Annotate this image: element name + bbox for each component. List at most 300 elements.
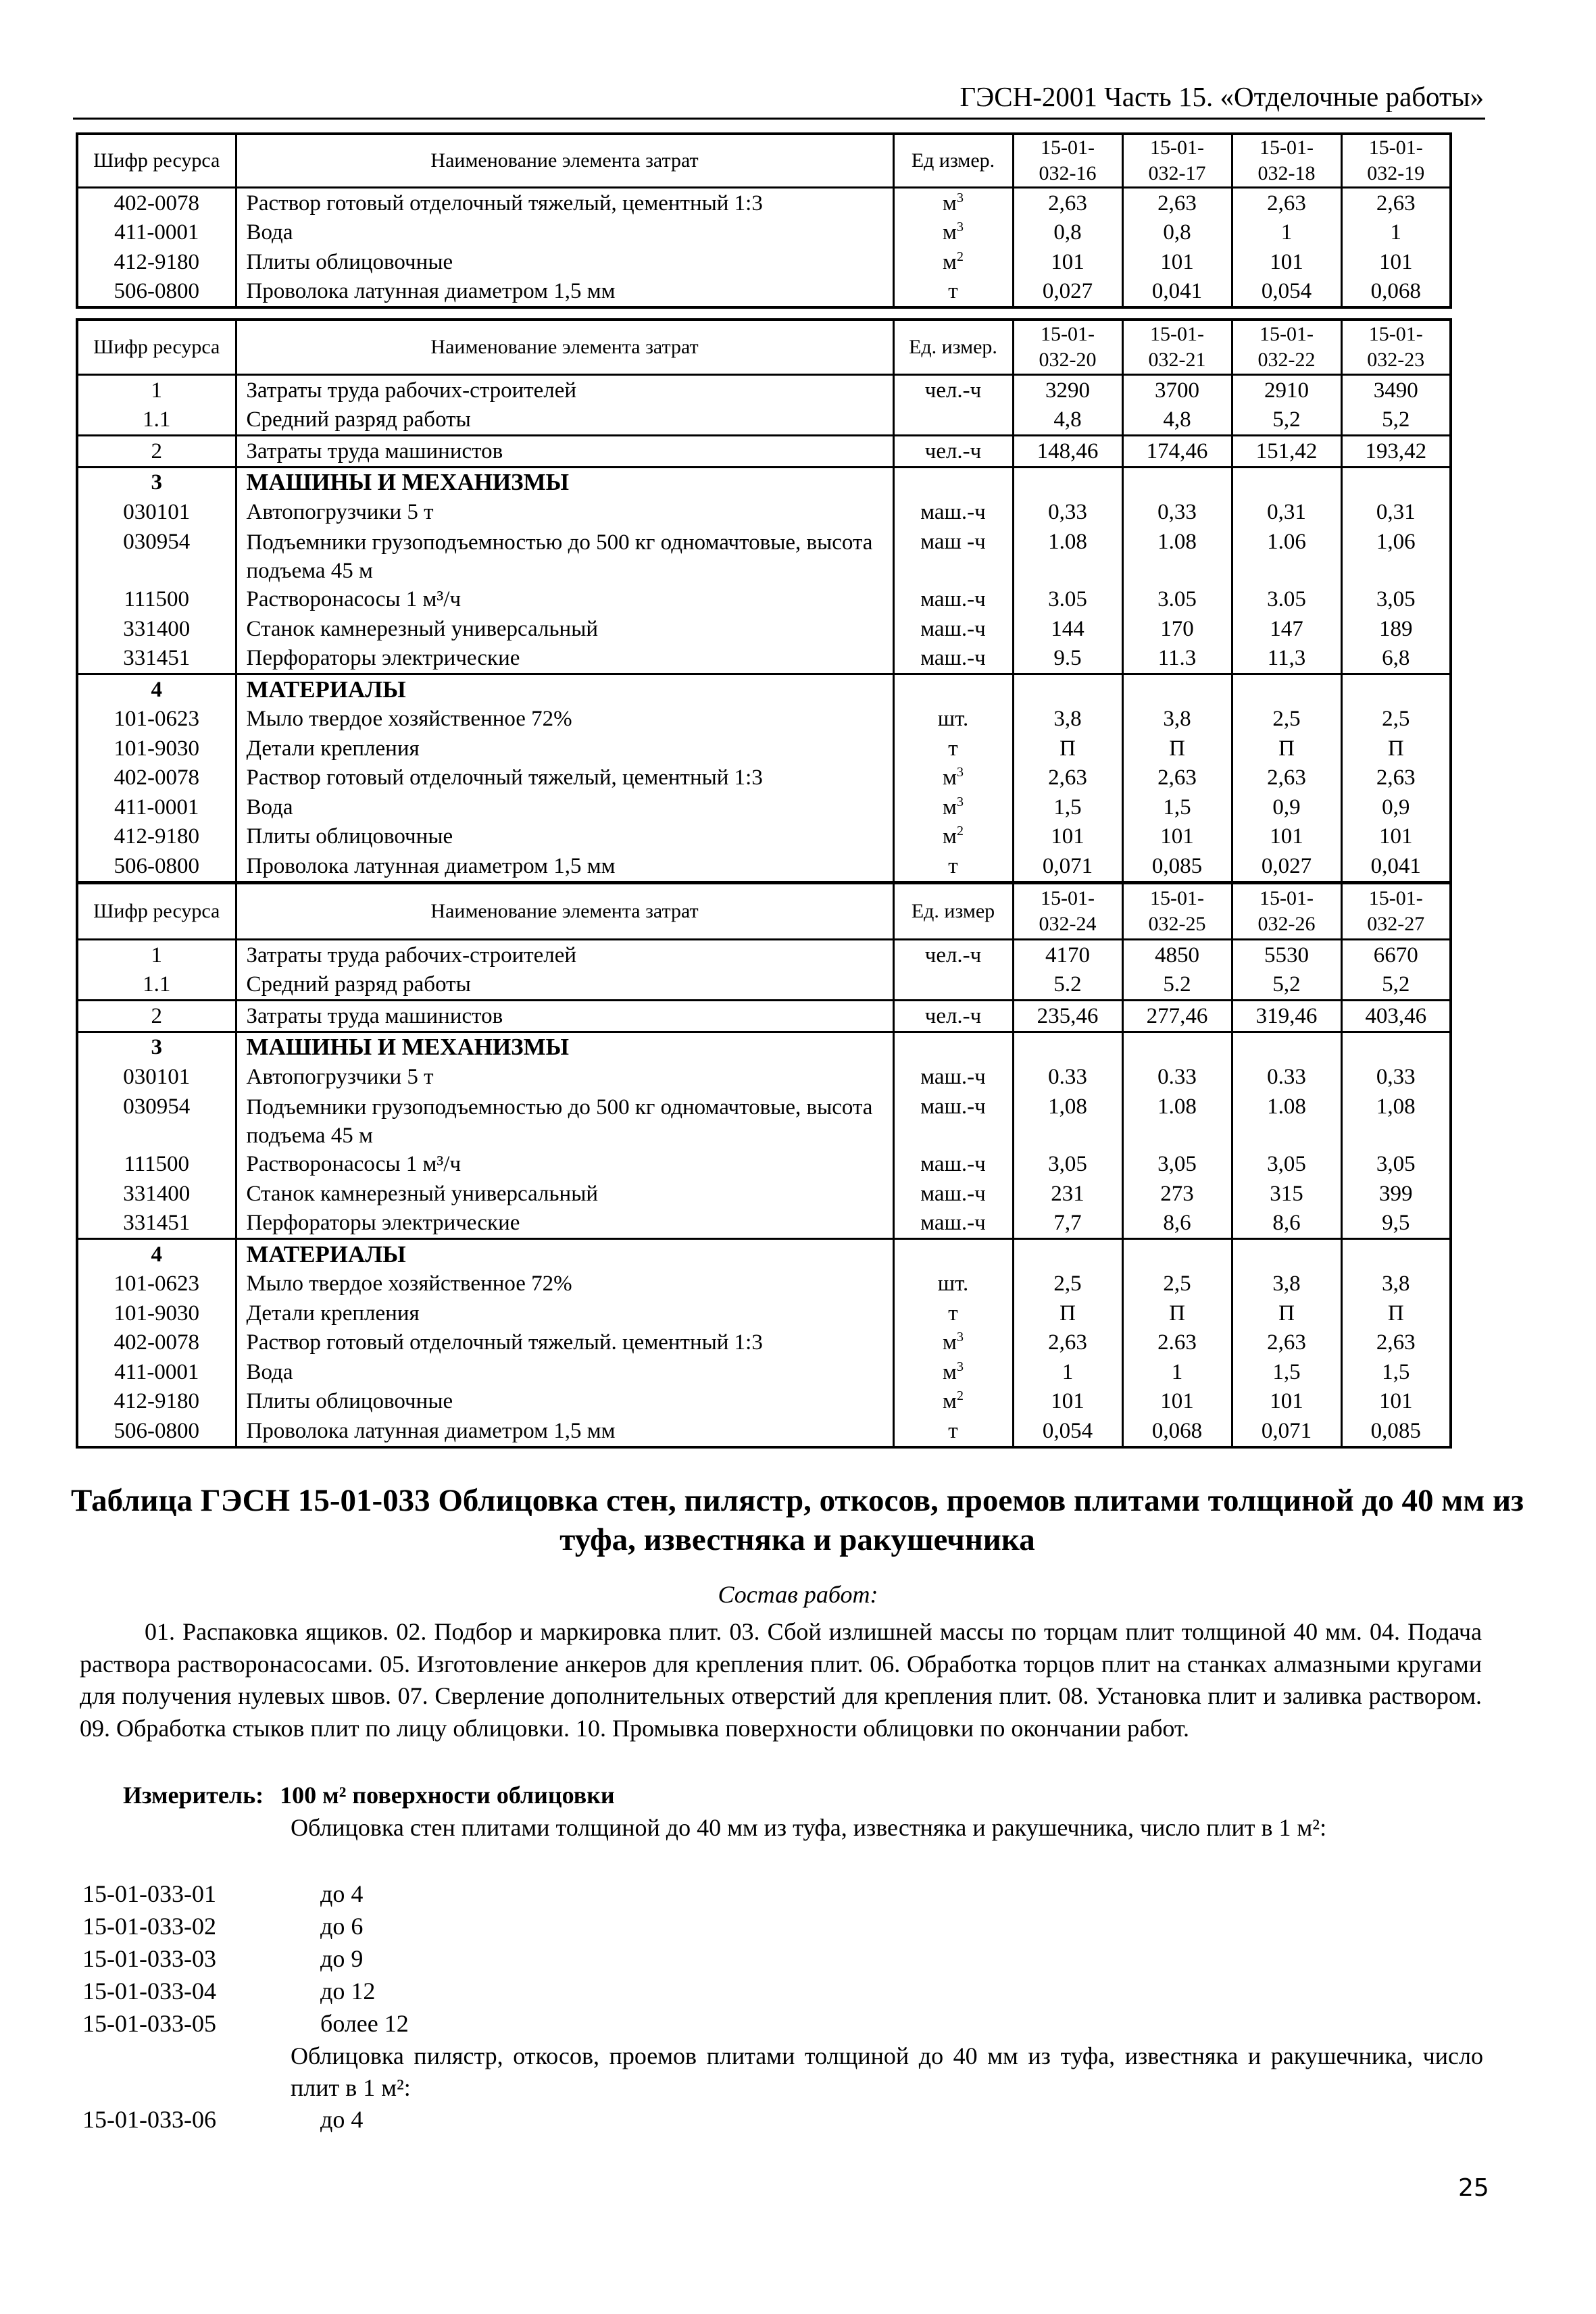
header-row bbox=[77, 134, 1451, 188]
norm-value: 1,5 bbox=[1341, 1357, 1451, 1387]
resource-code: 3 bbox=[77, 467, 236, 497]
norm-item bbox=[82, 1878, 363, 1910]
resource-code: 331451 bbox=[77, 644, 236, 674]
unit-cell bbox=[893, 467, 1013, 497]
norm-value: 0,068 bbox=[1122, 1416, 1232, 1447]
unit-cell bbox=[893, 614, 1013, 644]
table-row bbox=[77, 644, 1451, 674]
table-row bbox=[77, 1062, 1451, 1092]
norm-value: 101 bbox=[1341, 247, 1451, 277]
norm-value: 2,63 bbox=[1341, 1328, 1451, 1358]
unit-cell bbox=[893, 1001, 1013, 1032]
norm-value: 7,7 bbox=[1013, 1209, 1122, 1239]
norm-value: 101 bbox=[1232, 1387, 1341, 1417]
norm-value bbox=[1122, 1032, 1232, 1062]
norm-value: 399 bbox=[1341, 1179, 1451, 1209]
table-row bbox=[77, 436, 1451, 468]
norm-value: 1.06 bbox=[1232, 527, 1341, 585]
norm-code: 15-01-033-03 bbox=[82, 1945, 216, 1972]
norm-value: 0.33 bbox=[1232, 1062, 1341, 1092]
column-header-name: Наименование элемента затрат bbox=[236, 320, 893, 375]
norm-value: П bbox=[1232, 1299, 1341, 1328]
norm-value bbox=[1013, 674, 1122, 705]
norm-value: 101 bbox=[1232, 822, 1341, 852]
resource-name: Вода bbox=[236, 218, 893, 248]
norm-value: 2,63 bbox=[1013, 188, 1122, 218]
group2-description: Облицовка пилястр, откосов, проемов плитами толщиной до 40 мм из туфа, известняка и ракушечника, число плит в 1 м²: bbox=[291, 2042, 1483, 2101]
unit-exponent: 2 bbox=[956, 824, 964, 839]
column-header-norm-code: 15-01- 032-24 bbox=[1013, 883, 1122, 940]
norm-value: 101 bbox=[1341, 1387, 1451, 1417]
unit: м bbox=[943, 1359, 957, 1384]
table-row bbox=[77, 1092, 1451, 1150]
unit: т bbox=[948, 279, 958, 304]
unit-cell bbox=[893, 1357, 1013, 1387]
unit: шт. bbox=[937, 1272, 969, 1297]
norm-value: 5,2 bbox=[1341, 970, 1451, 1001]
unit: чел.-ч bbox=[924, 942, 982, 967]
table-row bbox=[77, 793, 1451, 822]
unit-cell bbox=[893, 674, 1013, 705]
norm-value: 174,46 bbox=[1122, 436, 1232, 468]
norm-value: 2,5 bbox=[1013, 1269, 1122, 1299]
norm-value: 0,071 bbox=[1013, 851, 1122, 882]
unit: м bbox=[943, 824, 957, 849]
resource-name: Затраты труда рабочих-строителей bbox=[236, 375, 893, 405]
norm-value: 0,9 bbox=[1341, 793, 1451, 822]
norm-value: 0,085 bbox=[1341, 1416, 1451, 1447]
column-header-norm-code: 15-01- 032-17 bbox=[1122, 134, 1232, 188]
resource-code: 2 bbox=[77, 436, 236, 468]
resource-name: Затраты труда машинистов bbox=[236, 436, 893, 468]
unit: чел.-ч bbox=[924, 378, 982, 403]
norm-value: 1,08 bbox=[1341, 1092, 1451, 1150]
norm-value bbox=[1341, 1239, 1451, 1269]
resource-code: 030954 bbox=[77, 1092, 236, 1150]
norm-value bbox=[1232, 1239, 1341, 1269]
table-row bbox=[77, 1299, 1451, 1328]
resource-name: Проволока латунная диаметром 1,5 мм bbox=[236, 851, 893, 882]
norm-value: 0.33 bbox=[1122, 1062, 1232, 1092]
norm-value: 2,63 bbox=[1013, 1328, 1122, 1358]
norm-value: 0,9 bbox=[1232, 793, 1341, 822]
norm-value: 11.3 bbox=[1122, 644, 1232, 674]
unit-cell bbox=[893, 1032, 1013, 1062]
norm-value: 151,42 bbox=[1232, 436, 1341, 468]
resource-name: МАТЕРИАЛЫ bbox=[236, 674, 893, 705]
norm-item bbox=[82, 2104, 363, 2136]
resource-name: Растворонасосы 1 м³/ч bbox=[236, 1150, 893, 1180]
norm-value: 2,63 bbox=[1232, 188, 1341, 218]
unit-cell bbox=[893, 644, 1013, 674]
norm-text: до 9 bbox=[320, 1945, 364, 1972]
resource-name: Детали крепления bbox=[236, 734, 893, 763]
unit-exponent: 3 bbox=[956, 1330, 964, 1345]
unit-cell bbox=[893, 405, 1013, 436]
resource-name: МАШИНЫ И МЕХАНИЗМЫ bbox=[236, 1032, 893, 1062]
resource-code: 1.1 bbox=[77, 405, 236, 436]
unit-cell bbox=[893, 218, 1013, 248]
header-row bbox=[77, 320, 1451, 375]
resource-name: Мыло твердое хозяйственное 72% bbox=[236, 1269, 893, 1299]
resource-table-2 bbox=[76, 318, 1452, 884]
norm-value: 1,5 bbox=[1232, 1357, 1341, 1387]
column-header-name: Наименование элемента затрат bbox=[236, 134, 893, 188]
works-label: Состав работ: bbox=[718, 1581, 878, 1608]
norm-value: 189 bbox=[1341, 614, 1451, 644]
norm-text: до 4 bbox=[320, 1880, 364, 1907]
unit-cell bbox=[893, 1269, 1013, 1299]
norm-value: 319,46 bbox=[1232, 1001, 1341, 1032]
norm-value: 170 bbox=[1122, 614, 1232, 644]
norm-value bbox=[1232, 1032, 1341, 1062]
resource-code: 506-0800 bbox=[77, 277, 236, 308]
unit-exponent: 3 bbox=[956, 220, 964, 235]
norm-value: 2,63 bbox=[1232, 1328, 1341, 1358]
norm-value: 0,33 bbox=[1013, 497, 1122, 527]
resource-code: 412-9180 bbox=[77, 822, 236, 852]
norm-value bbox=[1341, 467, 1451, 497]
resource-code: 402-0078 bbox=[77, 763, 236, 793]
resource-code: 3 bbox=[77, 1032, 236, 1062]
table-row bbox=[77, 375, 1451, 405]
resource-name: Автопогрузчики 5 т bbox=[236, 1062, 893, 1092]
resource-name: Детали крепления bbox=[236, 1299, 893, 1328]
column-header-norm-code: 15-01- 032-22 bbox=[1232, 320, 1341, 375]
norm-code: 15-01-033-06 bbox=[82, 2106, 216, 2133]
norm-value: 403,46 bbox=[1341, 1001, 1451, 1032]
norm-value: 9.5 bbox=[1013, 644, 1122, 674]
norm-value: 1 bbox=[1341, 218, 1451, 248]
unit-cell bbox=[893, 940, 1013, 970]
norm-value: 0.33 bbox=[1013, 1062, 1122, 1092]
norm-value: 1.08 bbox=[1232, 1092, 1341, 1150]
norm-value bbox=[1122, 674, 1232, 705]
norm-value: 2,63 bbox=[1341, 188, 1451, 218]
norm-value: 2,63 bbox=[1013, 763, 1122, 793]
column-header-unit: Ед измер. bbox=[893, 134, 1013, 188]
unit-exponent: 3 bbox=[956, 190, 964, 205]
unit-cell bbox=[893, 188, 1013, 218]
unit: маш.-ч bbox=[920, 1064, 986, 1089]
table-row bbox=[77, 970, 1451, 1001]
resource-name: Плиты облицовочные bbox=[236, 247, 893, 277]
unit-cell bbox=[893, 822, 1013, 852]
norm-value bbox=[1122, 1239, 1232, 1269]
norm-value: 5,2 bbox=[1232, 970, 1341, 1001]
resource-code: 111500 bbox=[77, 585, 236, 615]
resource-code: 402-0078 bbox=[77, 188, 236, 218]
norm-value: 101 bbox=[1122, 247, 1232, 277]
norm-value: 4170 bbox=[1013, 940, 1122, 970]
column-header-norm-code: 15-01- 032-23 bbox=[1341, 320, 1451, 375]
norm-value: 5530 bbox=[1232, 940, 1341, 970]
resource-code: 101-0623 bbox=[77, 705, 236, 734]
norm-value: 1.08 bbox=[1122, 1092, 1232, 1150]
table-row bbox=[77, 1328, 1451, 1358]
norm-value: 144 bbox=[1013, 614, 1122, 644]
norm-value: П bbox=[1341, 1299, 1451, 1328]
norm-value: 3.05 bbox=[1013, 585, 1122, 615]
norm-value: 6670 bbox=[1341, 940, 1451, 970]
header-row bbox=[77, 883, 1451, 940]
norm-value: 3.05 bbox=[1232, 585, 1341, 615]
norm-value: 2,5 bbox=[1341, 705, 1451, 734]
norm-value: 2,5 bbox=[1122, 1269, 1232, 1299]
norm-value: 101 bbox=[1232, 247, 1341, 277]
norm-value: 0,31 bbox=[1341, 497, 1451, 527]
norm-value: 3290 bbox=[1013, 375, 1122, 405]
norm-value: 101 bbox=[1013, 1387, 1122, 1417]
unit: шт. bbox=[937, 707, 969, 732]
norm-value: 2,63 bbox=[1122, 188, 1232, 218]
resource-code: 101-9030 bbox=[77, 734, 236, 763]
norm-item bbox=[82, 1943, 363, 1975]
table-row bbox=[77, 1179, 1451, 1209]
resource-code: 411-0001 bbox=[77, 793, 236, 822]
unit: маш.-ч bbox=[920, 1152, 986, 1177]
resource-code: 111500 bbox=[77, 1150, 236, 1180]
table-row bbox=[77, 822, 1451, 852]
norm-value: 315 bbox=[1232, 1179, 1341, 1209]
resource-name: Раствор готовый отделочный тяжелый, цементный 1:3 bbox=[236, 763, 893, 793]
resource-name: Вода bbox=[236, 793, 893, 822]
unit-cell bbox=[893, 1416, 1013, 1447]
resource-name: Подъемники грузоподъемностью до 500 кг одномачтовые, высота подъема 45 м bbox=[236, 1092, 893, 1150]
unit: чел.-ч bbox=[924, 438, 982, 463]
table-row bbox=[77, 940, 1451, 970]
unit-cell bbox=[893, 375, 1013, 405]
unit: м bbox=[943, 795, 957, 820]
resource-code: 331451 bbox=[77, 1209, 236, 1239]
unit-cell bbox=[893, 1239, 1013, 1269]
table-row bbox=[77, 1416, 1451, 1447]
unit-cell bbox=[893, 1328, 1013, 1358]
norm-value: 193,42 bbox=[1341, 436, 1451, 468]
norm-value: 147 bbox=[1232, 614, 1341, 644]
norm-value: 3,05 bbox=[1341, 585, 1451, 615]
table-row bbox=[77, 247, 1451, 277]
table-row bbox=[77, 851, 1451, 882]
norm-value: П bbox=[1013, 734, 1122, 763]
resource-code: 030101 bbox=[77, 497, 236, 527]
norm-value bbox=[1122, 467, 1232, 497]
unit-exponent: 3 bbox=[956, 765, 964, 780]
resource-code: 331400 bbox=[77, 614, 236, 644]
table-row bbox=[77, 467, 1451, 497]
norm-value: 8,6 bbox=[1122, 1209, 1232, 1239]
table-row bbox=[77, 1032, 1451, 1062]
norm-value: 3,05 bbox=[1341, 1150, 1451, 1180]
table-row bbox=[77, 497, 1451, 527]
norm-code: 15-01-033-05 bbox=[82, 2010, 216, 2037]
resource-name: Плиты облицовочные bbox=[236, 822, 893, 852]
table-row bbox=[77, 614, 1451, 644]
norm-value: 0,8 bbox=[1013, 218, 1122, 248]
norm-value: 2,63 bbox=[1232, 763, 1341, 793]
works-description: 01. Распаковка ящиков. 02. Подбор и маркировка плит. 03. Сбой излишней массы по торцам плит толщиной 40 мм. 04. Подача раствора растворонасосами. 05. Изготовление анкеров для крепления плит. 06. Обработка торцов плит на станках алмазными кругами для получения нулевых швов. 07. Сверление дополнительных отверстий для крепления плит. 08. Установка плит и заливка раствором. 09. Обработка стыков плит по лицу облицовки. 10. Промывка поверхности облицовки по окончании работ. bbox=[80, 1618, 1482, 1742]
unit: м bbox=[943, 765, 957, 790]
resource-code: 331400 bbox=[77, 1179, 236, 1209]
norm-value: 0,071 bbox=[1232, 1416, 1341, 1447]
column-header-norm-code: 15-01- 032-20 bbox=[1013, 320, 1122, 375]
resource-name: Проволока латунная диаметром 1,5 мм bbox=[236, 1416, 893, 1447]
unit: маш.-ч bbox=[920, 616, 986, 641]
unit-cell bbox=[893, 1179, 1013, 1209]
unit: чел.-ч bbox=[924, 1003, 982, 1028]
norm-value bbox=[1013, 1239, 1122, 1269]
norm-value: 1,5 bbox=[1013, 793, 1122, 822]
unit-cell bbox=[893, 1062, 1013, 1092]
resource-name: МАТЕРИАЛЫ bbox=[236, 1239, 893, 1269]
norm-value: 8,6 bbox=[1232, 1209, 1341, 1239]
resource-code: 411-0001 bbox=[77, 1357, 236, 1387]
norm-value: 2,63 bbox=[1341, 763, 1451, 793]
unit: м bbox=[943, 220, 957, 245]
norm-value: 277,46 bbox=[1122, 1001, 1232, 1032]
resource-code: 506-0800 bbox=[77, 1416, 236, 1447]
norm-code: 15-01-033-01 bbox=[82, 1880, 216, 1907]
norm-value: 9,5 bbox=[1341, 1209, 1451, 1239]
table-row bbox=[77, 218, 1451, 248]
resource-code: 4 bbox=[77, 1239, 236, 1269]
column-header-norm-code: 15-01- 032-25 bbox=[1122, 883, 1232, 940]
unit: маш.-ч bbox=[920, 1094, 986, 1119]
unit-cell bbox=[893, 1092, 1013, 1150]
resource-name: Раствор готовый отделочный тяжелый. цементный 1:3 bbox=[236, 1328, 893, 1358]
norm-value: 5.2 bbox=[1122, 970, 1232, 1001]
unit-exponent: 2 bbox=[956, 1388, 964, 1404]
norm-value: 0,054 bbox=[1232, 277, 1341, 308]
unit: т bbox=[948, 853, 958, 878]
unit-cell bbox=[893, 247, 1013, 277]
norm-item bbox=[82, 1976, 375, 2007]
resource-name: Плиты облицовочные bbox=[236, 1387, 893, 1417]
unit: м bbox=[943, 1389, 957, 1414]
unit: маш.-ч bbox=[920, 1211, 986, 1236]
norm-text: более 12 bbox=[320, 2010, 409, 2037]
unit-cell bbox=[893, 734, 1013, 763]
resource-code: 1 bbox=[77, 940, 236, 970]
column-header-norm-code: 15-01- 032-16 bbox=[1013, 134, 1122, 188]
norm-item bbox=[82, 2008, 409, 2040]
page-number: 25 bbox=[1458, 2174, 1489, 2202]
header-rule bbox=[73, 118, 1485, 120]
unit-cell bbox=[893, 851, 1013, 882]
unit-exponent: 3 bbox=[956, 794, 964, 809]
table-row bbox=[77, 1150, 1451, 1180]
unit-cell bbox=[893, 527, 1013, 585]
resource-code: 2 bbox=[77, 1001, 236, 1032]
unit: маш -ч bbox=[920, 529, 986, 554]
norm-value: 3.05 bbox=[1122, 585, 1232, 615]
table-row bbox=[77, 674, 1451, 705]
norm-value bbox=[1232, 674, 1341, 705]
norm-value: 1 bbox=[1232, 218, 1341, 248]
resource-name: Станок камнерезный универсальный bbox=[236, 1179, 893, 1209]
resource-table-1 bbox=[76, 132, 1452, 309]
norm-value: 101 bbox=[1013, 822, 1122, 852]
norm-value: П bbox=[1232, 734, 1341, 763]
norm-value: 1 bbox=[1122, 1357, 1232, 1387]
norm-value bbox=[1232, 467, 1341, 497]
norm-value: 4,8 bbox=[1122, 405, 1232, 436]
unit-cell bbox=[893, 970, 1013, 1001]
norm-value: 6,8 bbox=[1341, 644, 1451, 674]
norm-value: 5,2 bbox=[1232, 405, 1341, 436]
unit: маш.-ч bbox=[920, 587, 986, 612]
norm-text: до 4 bbox=[320, 2106, 364, 2133]
resource-code: 1 bbox=[77, 375, 236, 405]
measure-label: Измеритель: bbox=[123, 1782, 264, 1809]
resource-name: Затраты труда машинистов bbox=[236, 1001, 893, 1032]
norm-value bbox=[1013, 1032, 1122, 1062]
norm-value: 0,31 bbox=[1232, 497, 1341, 527]
unit-cell bbox=[893, 277, 1013, 308]
norm-value bbox=[1013, 467, 1122, 497]
norm-value: 1.08 bbox=[1013, 527, 1122, 585]
norm-value: 0,33 bbox=[1341, 1062, 1451, 1092]
norm-value: 1,06 bbox=[1341, 527, 1451, 585]
column-header-norm-code: 15-01- 032-21 bbox=[1122, 320, 1232, 375]
norm-value: П bbox=[1013, 1299, 1122, 1328]
resource-name: Мыло твердое хозяйственное 72% bbox=[236, 705, 893, 734]
resource-code: 101-0623 bbox=[77, 1269, 236, 1299]
norm-value: 3,8 bbox=[1013, 705, 1122, 734]
unit-cell bbox=[893, 793, 1013, 822]
unit: м bbox=[943, 1330, 957, 1355]
resource-code: 412-9180 bbox=[77, 1387, 236, 1417]
resource-code: 412-9180 bbox=[77, 247, 236, 277]
norm-value: 3700 bbox=[1122, 375, 1232, 405]
norm-code: 15-01-033-04 bbox=[82, 1978, 216, 2005]
norm-value: 5,2 bbox=[1341, 405, 1451, 436]
resource-name: Подъемники грузоподъемностью до 500 кг одномачтовые, высота подъема 45 м bbox=[236, 527, 893, 585]
resource-code: 402-0078 bbox=[77, 1328, 236, 1358]
norm-value: 3,05 bbox=[1232, 1150, 1341, 1180]
column-header-norm-code: 15-01- 032-18 bbox=[1232, 134, 1341, 188]
group1-description: Облицовка стен плитами толщиной до 40 мм из туфа, известняка и ракушечника, число плит в 1 м²: bbox=[291, 1814, 1327, 1841]
column-header-norm-code: 15-01- 032-19 bbox=[1341, 134, 1451, 188]
norm-value: 2,5 bbox=[1232, 705, 1341, 734]
unit-cell bbox=[893, 585, 1013, 615]
resource-name: Перфораторы электрические bbox=[236, 644, 893, 674]
column-header-code: Шифр ресурса bbox=[77, 320, 236, 375]
resource-name: Средний разряд работы bbox=[236, 970, 893, 1001]
column-header-unit: Ед. измер. bbox=[893, 320, 1013, 375]
norm-value: 101 bbox=[1122, 1387, 1232, 1417]
table-row bbox=[77, 1269, 1451, 1299]
norm-value: 1 bbox=[1013, 1357, 1122, 1387]
table-row bbox=[77, 734, 1451, 763]
norm-value: 101 bbox=[1341, 822, 1451, 852]
table-row bbox=[77, 1001, 1451, 1032]
norm-value: 3,05 bbox=[1122, 1150, 1232, 1180]
resource-table-3 bbox=[76, 882, 1452, 1449]
resource-code: 4 bbox=[77, 674, 236, 705]
table-row bbox=[77, 1387, 1451, 1417]
resource-name: Перфораторы электрические bbox=[236, 1209, 893, 1239]
norm-value: 1,08 bbox=[1013, 1092, 1122, 1150]
resource-name: Средний разряд работы bbox=[236, 405, 893, 436]
table-row bbox=[77, 705, 1451, 734]
resource-name: Раствор готовый отделочный тяжелый, цементный 1:3 bbox=[236, 188, 893, 218]
norm-value: П bbox=[1341, 734, 1451, 763]
resource-name: Растворонасосы 1 м³/ч bbox=[236, 585, 893, 615]
table-row bbox=[77, 527, 1451, 585]
norm-item bbox=[82, 1911, 363, 1942]
norm-value: 11,3 bbox=[1232, 644, 1341, 674]
